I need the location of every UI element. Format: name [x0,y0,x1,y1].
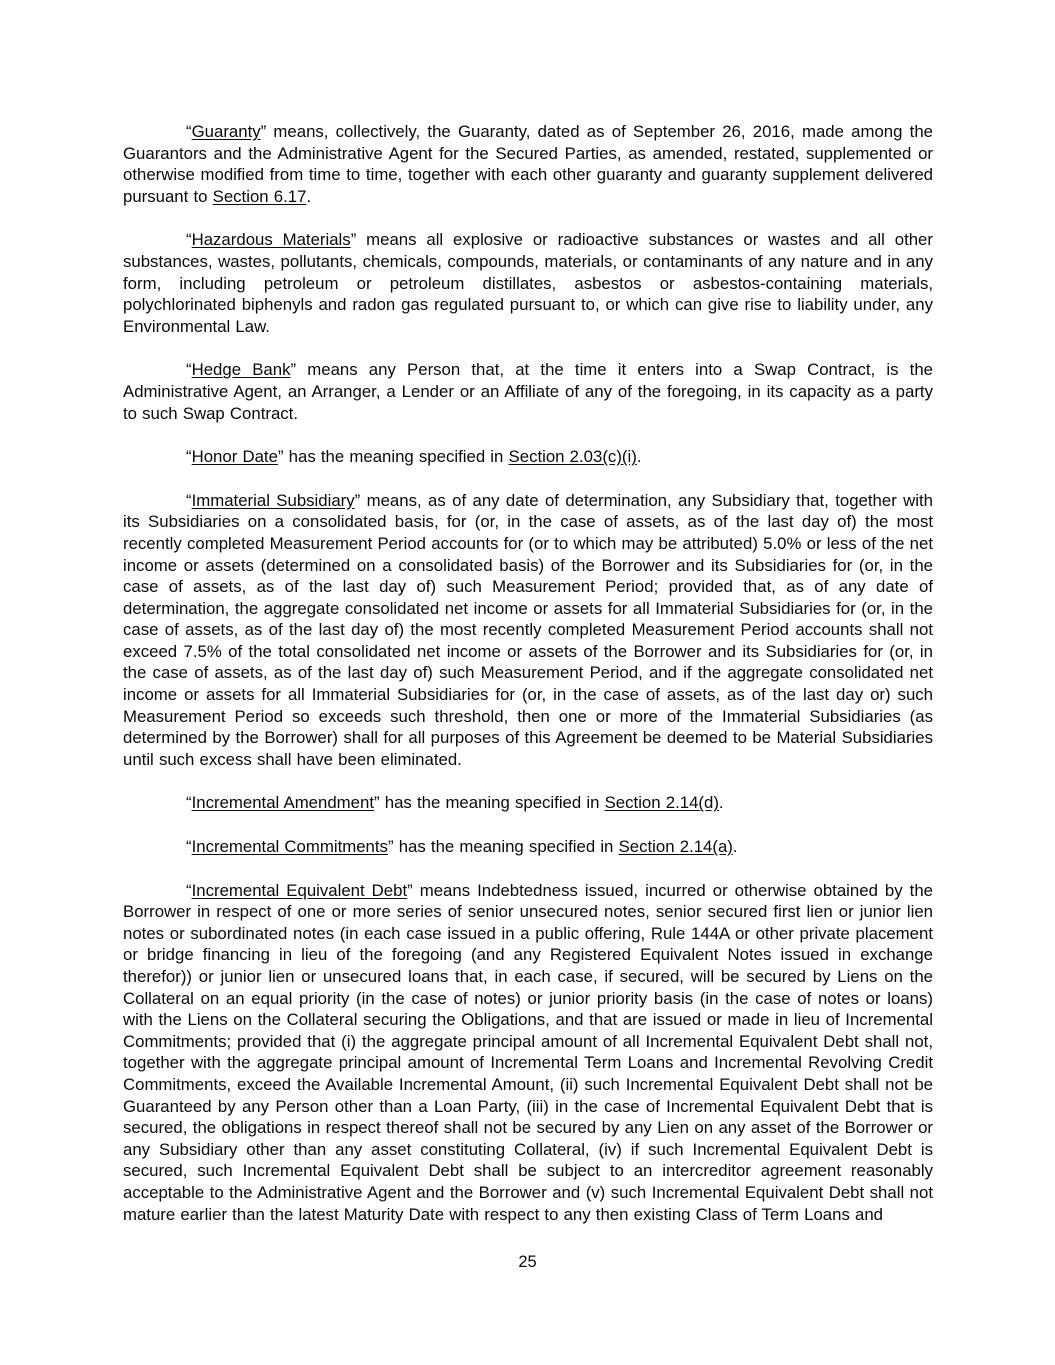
text-run: . [732,837,738,857]
text-run: “ [186,122,192,141]
definition-honor-date [123,446,933,468]
definition-incremental-amendment [123,792,933,814]
text-run: ” means any Person that, at the time it enters into a Swap Contract, is the Administrative Agent, an Arranger, a Lender or an Affiliate of any of the foregoing, in its capacity as a party to such Swap Contract. [123,360,933,423]
text-run: “ [186,793,192,813]
defined-term: Incremental Amendment [191,793,374,813]
text-run: “ [186,490,192,510]
text-run: “ [186,447,192,467]
text-run: ” means, as of any date of determination, any Subsidiary that, together with its Subsidiaries on a consolidated basis, for (or, in the case of assets, as of the last day of) the most recently completed Measurement Period accounts for (or to which may be attributed) 5.0% or less of the net income or assets (determined on a consolidated basis) of the Borrower and its Subsidiaries for (or, in the case of assets, as of the last day of) such Measurement Period; provided that, as of any date of determination, the aggregate consolidated net income or assets for all Immaterial Subsidiaries for (or, in the case of assets, as of the last day of) the most recently completed Measurement Period accounts shall not exceed 7.5% of the total consolidated net income or assets of the Borrower and its Subsidiaries for (or, in the case of assets, as of the last day of) such Measurement Period, and if the aggregate consolidated net income or assets for all Immaterial Subsidiaries for (or, in the case of assets, as of the last day or) such Measurement Period so exceeds such threshold, then one or more of the Immaterial Subsidiaries (as determined by the Borrower) shall for all purposes of this Agreement be deemed to be Material Subsidiaries until such excess shall have been eliminated. [123,490,934,769]
section-reference: Section 2.14(a) [618,837,733,857]
definition-hazardous-materials [123,229,933,337]
text-run: ” means all explosive or radioactive substances or wastes and all other substances, wastes, pollutants, chemicals, compounds, materials, or contaminants of any nature and in any form, including petroleum or petroleum distillates, asbestos or asbestos-containing materials, polychlorinated biphenyls and radon gas regulated pursuant to, or which can give rise to liability under, any Environmental Law. [123,230,933,336]
definition-incremental-commitments [123,836,933,858]
document-body [123,121,933,1247]
definition-immaterial-subsidiary [123,490,933,771]
section-reference: Section 2.03(c)(i) [508,447,637,467]
text-run: “ [186,230,192,250]
text-run: ” has the meaning specified in [277,447,509,467]
defined-term: Guaranty [191,122,261,141]
definition-incremental-equivalent-debt [123,880,933,1226]
defined-term: Incremental Commitments [191,837,388,857]
text-run: ” has the meaning specified in [387,837,619,857]
page-footer [0,1253,1055,1272]
definition-hedge-bank [123,359,933,424]
text-run: . [718,793,724,813]
defined-term: Incremental Equivalent Debt [191,880,408,900]
text-run: “ [186,360,192,380]
defined-term: Immaterial Subsidiary [191,490,355,510]
text-run: . [306,186,312,206]
definition-guaranty [123,121,933,207]
defined-term: Hedge Bank [191,360,291,380]
text-run: ” means Indebtedness issued, incurred or otherwise obtained by the Borrower in respect of one or more series of senior unsecured notes, senior secured first lien or junior lien notes or subordinated notes (in each case issued in a public offering, Rule 144A or other private placement or bridge financing in lieu of the foregoing (and any Registered Equivalent Notes issued in exchange therefor)) or junior lien or unsecured loans that, in each case, if secured, will be secured by Liens on the Collateral on an equal priority (in the case of notes) or junior priority basis (in the case of notes or loans) with the Liens on the Collateral securing the Obligations, and that are issued or made in lieu of Incremental Commitments; provided that (i) the aggregate principal amount of all Incremental Equivalent Debt shall not, together with the aggregate principal amount of Incremental Term Loans and Incremental Revolving Credit Commitments, exceed the Available Incremental Amount, (ii) such Incremental Equivalent Debt shall not be Guaranteed by any Person other than a Loan Party, (iii) in the case of Incremental Equivalent Debt that is secured, the obligations in respect thereof shall not be secured by any Lien on any asset of the Borrower or any Subsidiary other than any asset constituting Collateral, (iv) if such Incremental Equivalent Debt is secured, such Incremental Equivalent Debt shall be subject to an intercreditor agreement reasonably acceptable to the Administrative Agent and the Borrower and (v) such Incremental Equivalent Debt shall not mature earlier than the latest Maturity Date with respect to any then existing Class of Term Loans and [123,880,933,1224]
text-run: “ [186,837,192,857]
text-run: ” means, collectively, the Guaranty, dated as of September 26, 2016, made among the Guarantors and the Administrative Agent for the Secured Parties, as amended, restated, supplemented or otherwise modified from time to time, together with each other guaranty and guaranty supplement delivered pursuant to [123,122,933,206]
defined-term: Honor Date [191,447,278,467]
text-run: “ [186,880,192,900]
text-run: ” has the meaning specified in [373,793,605,813]
defined-term: Hazardous Materials [191,230,351,250]
section-reference: Section 2.14(d) [604,793,719,813]
page-number: 25 [518,1253,537,1271]
text-run: . [636,447,642,467]
section-reference: Section 6.17 [212,186,307,206]
